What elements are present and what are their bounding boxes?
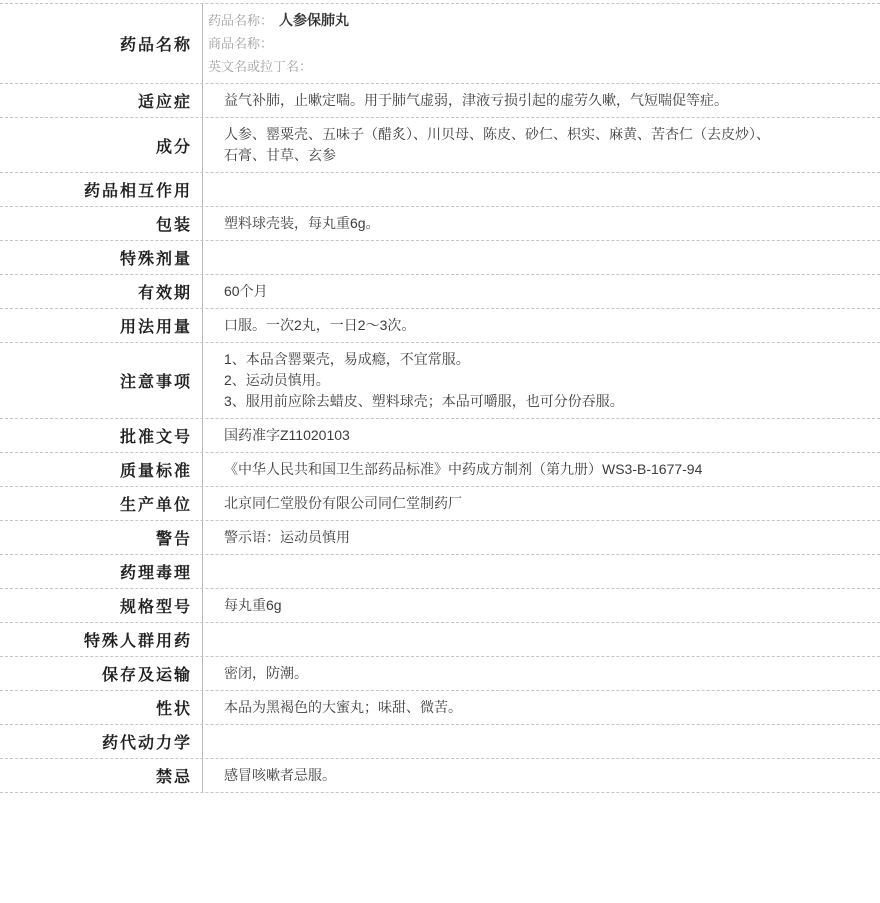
value-line: 北京同仁堂股份有限公司同仁堂制药厂 (224, 495, 462, 511)
row-label: 保存及运输 (0, 657, 203, 690)
drug-name-field-value: 人参保肺丸 (279, 12, 350, 28)
row-label: 禁忌 (0, 759, 203, 792)
table-row (0, 275, 880, 309)
row-label: 生产单位 (0, 487, 203, 520)
row-value (203, 309, 880, 342)
row-value (203, 241, 880, 274)
table-row (0, 555, 880, 589)
table-row (0, 118, 880, 173)
value-line: 每丸重6g (224, 597, 282, 613)
row-label: 药理毒理 (0, 555, 203, 588)
trade-name-field (208, 32, 862, 55)
value-line: 密闭，防潮。 (224, 665, 308, 681)
value-line: 感冒咳嗽者忌服。 (224, 767, 336, 783)
row-label: 警告 (0, 521, 203, 554)
row-label: 质量标准 (0, 453, 203, 486)
value-line: 塑料球壳装，每丸重6g。 (224, 215, 380, 231)
drug-name-field-label: 药品名称： (208, 13, 274, 28)
latin-name-field (208, 55, 862, 78)
row-value (203, 623, 880, 656)
drug-info-table (0, 3, 880, 793)
table-row (0, 207, 880, 241)
table-row (0, 691, 880, 725)
table-row (0, 343, 880, 419)
row-value (203, 118, 880, 172)
drug-name-field (208, 9, 862, 32)
table-row (0, 623, 880, 657)
row-value (203, 275, 880, 308)
value-line: 人参、罂粟壳、五味子（醋炙）、川贝母、陈皮、砂仁、枳实、麻黄、苦杏仁（去皮炒）、 (224, 126, 770, 142)
table-row (0, 657, 880, 691)
value-line: 国药准字Z11020103 (224, 427, 350, 443)
table-row (0, 453, 880, 487)
row-label: 特殊剂量 (0, 241, 203, 274)
value-line: 本品为黑褐色的大蜜丸；味甜、微苦。 (224, 699, 462, 715)
row-label-drug-name: 药品名称 (0, 4, 203, 83)
row-label: 性状 (0, 691, 203, 724)
row-label: 药品相互作用 (0, 173, 203, 206)
value-line: 口服。一次2丸，一日2～3次。 (224, 317, 416, 333)
table-row (0, 419, 880, 453)
value-line: 1、本品含罂粟壳，易成瘾，不宜常服。 (224, 351, 470, 367)
row-value (203, 759, 880, 792)
value-line: 《中华人民共和国卫生部药品标准》中药成方制剂（第九册）WS3-B-1677-94 (224, 461, 703, 477)
table-row (0, 241, 880, 275)
row-label: 包装 (0, 207, 203, 240)
value-line: 石膏、甘草、玄参 (224, 147, 336, 163)
table-row (0, 589, 880, 623)
row-label: 批准文号 (0, 419, 203, 452)
row-value (203, 657, 880, 690)
table-row (0, 173, 880, 207)
row-value (203, 555, 880, 588)
table-row (0, 487, 880, 521)
row-value (203, 589, 880, 622)
row-value (203, 725, 880, 758)
table-row (0, 521, 880, 555)
row-value (203, 487, 880, 520)
row-value (203, 419, 880, 452)
row-value (203, 691, 880, 724)
row-label: 成分 (0, 118, 203, 172)
table-row (0, 84, 880, 118)
row-label: 注意事项 (0, 343, 203, 418)
value-line: 益气补肺，止嗽定喘。用于肺气虚弱，津液亏损引起的虚劳久嗽，气短喘促等症。 (224, 92, 728, 108)
value-line: 2、运动员慎用。 (224, 372, 330, 388)
row-value (203, 521, 880, 554)
table-row (0, 309, 880, 343)
row-label: 规格型号 (0, 589, 203, 622)
row-label: 适应症 (0, 84, 203, 117)
trade-name-field-label: 商品名称： (208, 36, 274, 51)
table-row (0, 725, 880, 759)
row-value (203, 173, 880, 206)
row-value (203, 84, 880, 117)
table-row (0, 759, 880, 793)
row-label: 特殊人群用药 (0, 623, 203, 656)
row-value (203, 207, 880, 240)
row-value (203, 453, 880, 486)
row-label: 有效期 (0, 275, 203, 308)
table-row-drug-name (0, 4, 880, 84)
value-line: 60个月 (224, 283, 268, 299)
value-line: 警示语：运动员慎用 (224, 529, 350, 545)
row-value (203, 343, 880, 418)
row-value-drug-name (203, 4, 880, 83)
latin-name-field-label: 英文名或拉丁名： (208, 59, 313, 74)
row-label: 用法用量 (0, 309, 203, 342)
row-label: 药代动力学 (0, 725, 203, 758)
value-line: 3、服用前应除去蜡皮、塑料球壳；本品可嚼服，也可分份吞服。 (224, 393, 624, 409)
